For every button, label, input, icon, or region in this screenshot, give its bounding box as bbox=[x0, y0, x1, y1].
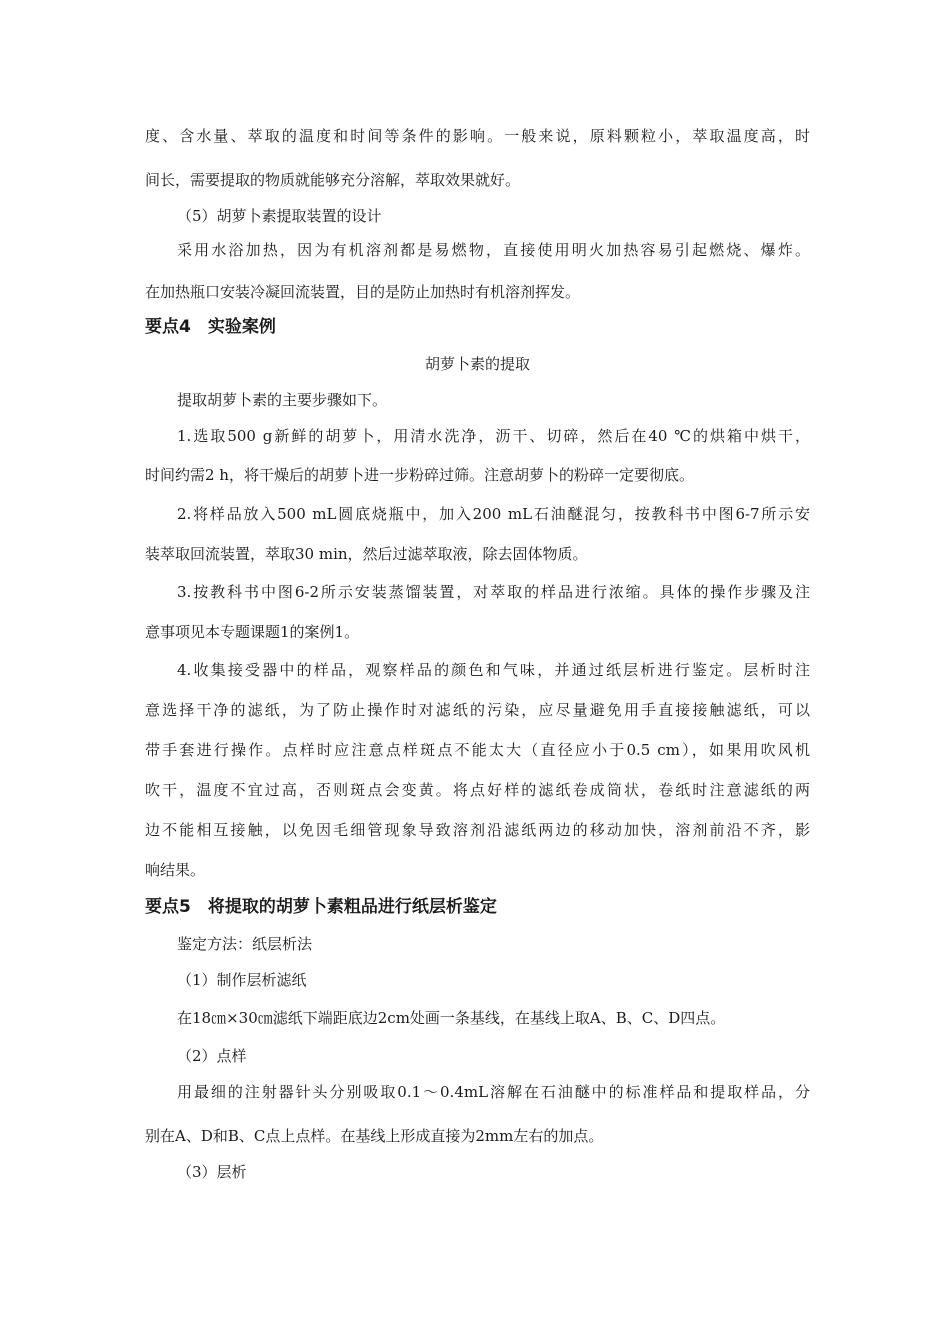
step-4-line: 4.收集接受器中的样品，观察样品的颜色和气味，并通过纸层析进行鉴定。层析时注 bbox=[177, 661, 810, 679]
paragraph-line: 用最细的注射器针头分别吸取0.1～0.4mL溶解在石油醚中的标准样品和提取样品，分 bbox=[177, 1083, 810, 1101]
step-2-line: 装萃取回流装置，萃取30 min，然后过滤萃取液，除去固体物质。 bbox=[145, 545, 588, 563]
subsection-label: （2）点样 bbox=[177, 1047, 247, 1065]
subsection-label: （3）层析 bbox=[177, 1163, 247, 1181]
step-1-line: 1.选取500 g新鲜的胡萝卜，用清水洗净，沥干、切碎，然后在40 ℃的烘箱中烘干， bbox=[177, 427, 810, 445]
step-2-line: 2.将样品放入500 mL圆底烧瓶中，加入200 mL石油醚混匀，按教科书中图6-7所示安 bbox=[177, 505, 810, 523]
step-3-line: 3.按教科书中图6-2所示安装蒸馏装置，对萃取的样品进行浓缩。具体的操作步骤及注 bbox=[177, 583, 810, 601]
section-heading-5: 要点5 将提取的胡萝卜素粗品进行纸层析鉴定 bbox=[145, 897, 497, 917]
subsection-label: （5）胡萝卜素提取装置的设计 bbox=[177, 207, 382, 225]
paragraph-line: 采用水浴加热，因为有机溶剂都是易燃物，直接使用明火加热容易引起燃烧、爆炸。 bbox=[177, 241, 810, 259]
paragraph-line: 别在A、D和B、C点上点样。在基线上形成直接为2mm左右的加点。 bbox=[145, 1127, 604, 1145]
step-4-line: 带手套进行操作。点样时应注意点样斑点不能太大（直径应小于0.5 cm），如果用吹风机 bbox=[145, 741, 810, 759]
intro-text: 提取胡萝卜素的主要步骤如下。 bbox=[177, 391, 388, 409]
step-4-line: 边不能相互接触，以免因毛细管现象导致溶剂沿滤纸两边的移动加快，溶剂前沿不齐，影 bbox=[145, 821, 810, 839]
step-4-line: 吹干，温度不宜过高，否则斑点会变黄。将点好样的滤纸卷成筒状，卷纸时注意滤纸的两 bbox=[145, 781, 810, 799]
step-4-line: 响结果。 bbox=[145, 861, 206, 879]
paragraph-line: 间长，需要提取的物质就能够充分溶解，萃取效果就好。 bbox=[145, 171, 521, 189]
section-heading-4: 要点4 实验案例 bbox=[145, 317, 276, 337]
method-text: 鉴定方法：纸层析法 bbox=[177, 935, 313, 953]
paragraph-line: 在18㎝×30㎝滤纸下端距底边2cm处画一条基线，在基线上取A、B、C、D四点。 bbox=[177, 1009, 726, 1027]
step-4-line: 意选择干净的滤纸，为了防止操作时对滤纸的污染，应尽量避免用手直接接触滤纸，可以 bbox=[145, 701, 810, 719]
step-3-line: 意事项见本专题课题1的案例1。 bbox=[145, 623, 360, 641]
case-title: 胡萝卜素的提取 bbox=[424, 355, 530, 373]
subsection-label: （1）制作层析滤纸 bbox=[177, 971, 307, 989]
step-1-line: 时间约需2 h，将干燥后的胡萝卜进一步粉碎过筛。注意胡萝卜的粉碎一定要彻底。 bbox=[145, 466, 694, 484]
paragraph-line: 度、含水量、萃取的温度和时间等条件的影响。一般来说，原料颗粒小，萃取温度高，时 bbox=[145, 127, 810, 145]
paragraph-line: 在加热瓶口安装冷凝回流装置，目的是防止加热时有机溶剂挥发。 bbox=[145, 283, 581, 301]
